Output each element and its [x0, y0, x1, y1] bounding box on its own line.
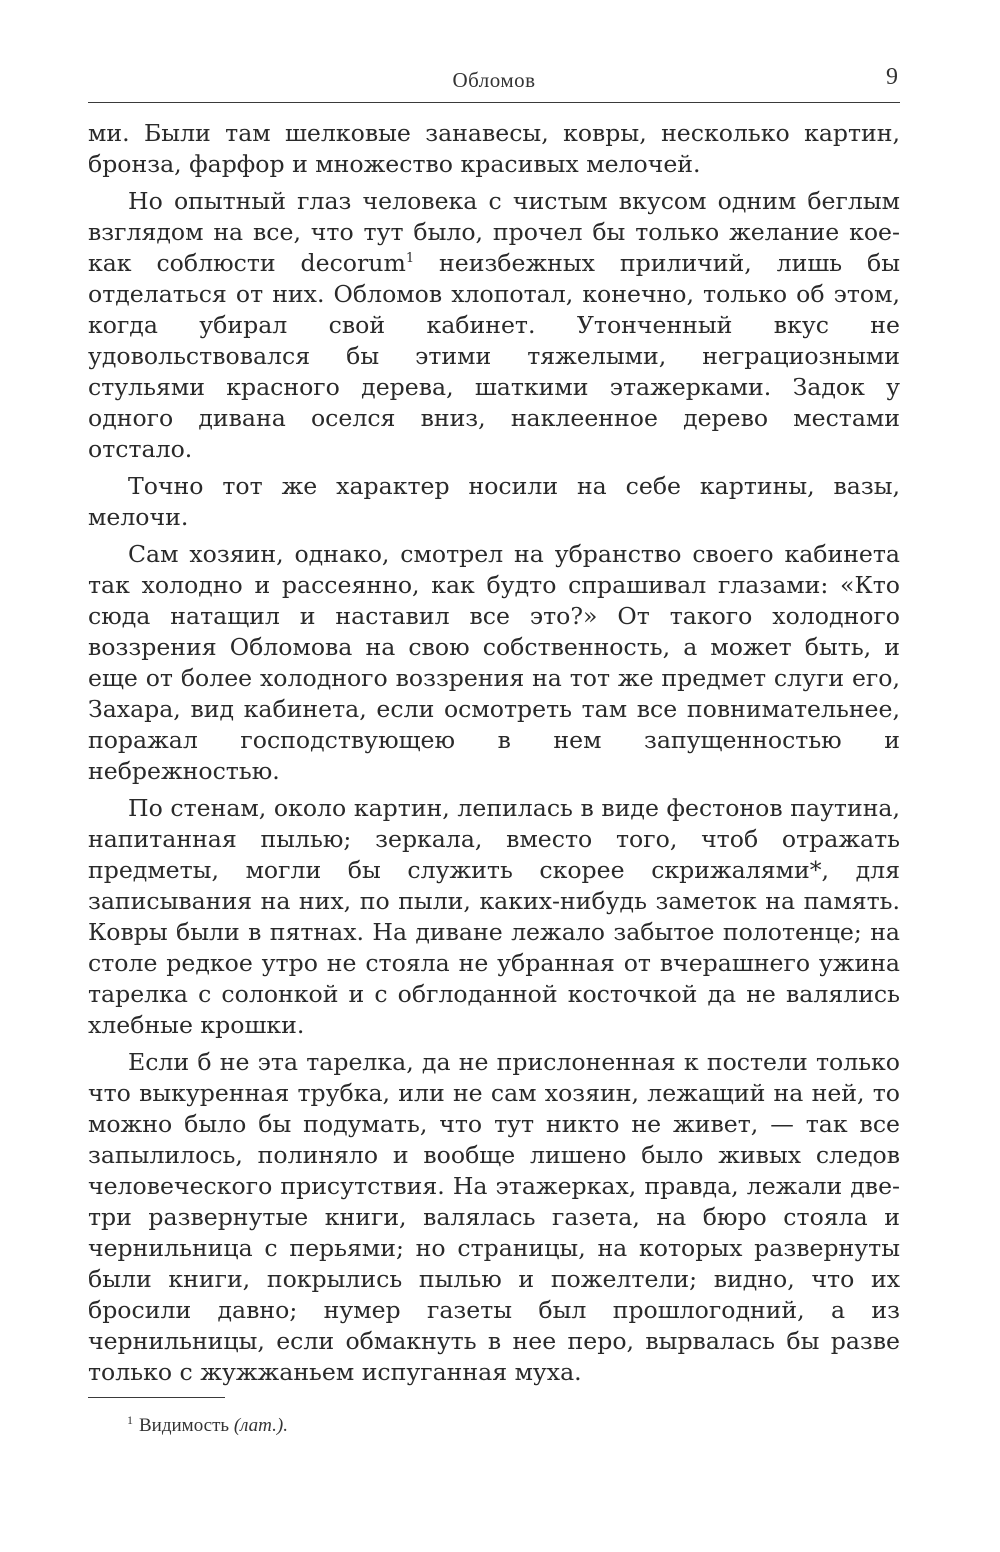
- body-text: [88, 118, 900, 1394]
- footnote-text: Видимость: [139, 1415, 230, 1436]
- paragraph-1: ми. Были там шелковые занавесы, ковры, несколько картин, бронза, фарфор и множество красивых мелочей.: [88, 119, 900, 178]
- paragraph-5: По стенам, около картин, лепилась в виде фестонов паутина, напитанная пылью; зеркала, вместо того, чтоб отражать предметы, могли бы служить скорее скрижалями*, для записывания на них, по пыли, каких-нибудь заметок на память. Ковры были в пятнах. На диване лежало забытое полотенце; на столе редкое утро не стояла не убранная от вчерашнего ужина тарелка с солонкой и с обглоданной косточкой да не валялись хлебные крошки.: [88, 794, 900, 1039]
- paragraph-2-part-b: неизбежных приличий, лишь бы отделаться от них. Обломов хлопотал, конечно, только об этом, когда убирал свой кабинет. Утонченный вкус не удовольствовался бы этими тяжелыми, неграциозными стульями красного дерева, шаткими этажерками. Задок у одного дивана оселся вниз, наклеенное дерево местами отстало.: [88, 249, 900, 463]
- running-title: Обломов: [452, 68, 536, 92]
- footnote-language: (лат.).: [233, 1415, 288, 1436]
- paragraph-3: Точно тот же характер носили на себе картины, вазы, мелочи.: [88, 472, 900, 531]
- footnote-divider: [88, 1397, 225, 1398]
- footnote-marker: 1: [127, 1413, 133, 1427]
- paragraph-2: [88, 186, 900, 465]
- paragraph-2-part-a: Но опытный глаз человека с чистым вкусом одним беглым взглядом на все, что тут было, прочел бы только желание кое-как соблюсти decorum: [88, 187, 900, 277]
- running-header: [88, 58, 900, 103]
- paragraph-4: Сам хозяин, однако, смотрел на убранство своего кабинета так холодно и рассеянно, как будто спрашивал глазами: «Кто сюда натащил и наставил все это?» От такого холодного воззрения Обломова на свою собственность, а может быть, и еще от более холодного воззрения на тот же предмет слуги его, Захара, вид кабинета, если осмотреть там все повнимательнее, поражал господствующею в нем запущенностью и небрежностью.: [88, 540, 900, 785]
- footnote-reference: 1: [405, 251, 415, 266]
- page-number: 9: [886, 64, 898, 90]
- footnote: [127, 1415, 288, 1437]
- paragraph-6: Если б не эта тарелка, да не прислоненная к постели только что выкуренная трубка, или не сам хозяин, лежащий на ней, то можно было бы подумать, что тут никто не живет, — так все запылилось, полиняло и вообще лишено было живых следов человеческого присутствия. На этажерках, правда, лежали две-три развернутые книги, валялась газета, на бюро стояла и чернильница с перьями; но страницы, на которых развернуты были книги, покрылись пылью и пожелтели; видно, что их бросили давно; нумер газеты был прошлогодний, а из чернильницы, если обмакнуть в нее перо, вырвалась бы разве только с жужжаньем испуганная муха.: [88, 1048, 900, 1386]
